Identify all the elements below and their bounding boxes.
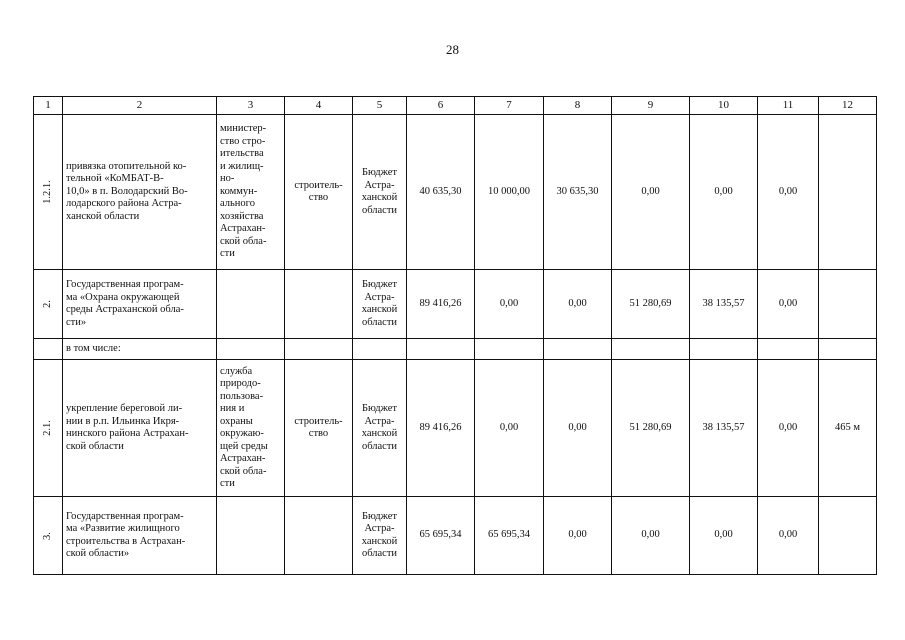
header-cell-10: 10 (690, 97, 758, 115)
value-cell-6: 65 695,34 (407, 497, 475, 575)
value-cell-11: 0,00 (758, 115, 819, 270)
table-row (34, 360, 877, 497)
row-number-cell (34, 497, 63, 575)
value-cell-6: 40 635,30 (407, 115, 475, 270)
value-cell-8: 0,00 (544, 360, 612, 497)
value-cell-7: 10 000,00 (475, 115, 544, 270)
value-cell-11: 0,00 (758, 270, 819, 339)
header-cell-8: 8 (544, 97, 612, 115)
row-number: 1.2.1. (41, 180, 53, 204)
empty-cell (612, 339, 690, 360)
executor-cell: служба природо- пользова- ния и охраны окружаю- щей среды Астрахан- ской обла- сти (217, 360, 285, 497)
work-type-cell: строитель- ство (285, 115, 353, 270)
header-cell-1: 1 (34, 97, 63, 115)
empty-cell (758, 339, 819, 360)
value-cell-7: 65 695,34 (475, 497, 544, 575)
header-cell-6: 6 (407, 97, 475, 115)
row-number-cell (34, 115, 63, 270)
value-cell-12: 465 м (819, 360, 877, 497)
value-cell-8: 0,00 (544, 270, 612, 339)
value-cell-9: 0,00 (612, 115, 690, 270)
value-cell-9: 51 280,69 (612, 360, 690, 497)
activity-name-cell: Государственная програм- ма «Охрана окружающей среды Астраханской обла- сти» (63, 270, 217, 339)
value-cell-10: 38 135,57 (690, 360, 758, 497)
header-cell-3: 3 (217, 97, 285, 115)
value-cell-10: 0,00 (690, 115, 758, 270)
value-cell-6: 89 416,26 (407, 270, 475, 339)
work-type-cell: строитель- ство (285, 360, 353, 497)
table-row (34, 339, 877, 360)
value-cell-10: 38 135,57 (690, 270, 758, 339)
funding-source-cell: Бюджет Астра- ханской области (353, 270, 407, 339)
value-cell-12 (819, 497, 877, 575)
empty-cell (217, 339, 285, 360)
value-cell-6: 89 416,26 (407, 360, 475, 497)
executor-cell (217, 497, 285, 575)
value-cell-9: 0,00 (612, 497, 690, 575)
row-number-cell (34, 339, 63, 360)
funding-source-cell: Бюджет Астра- ханской области (353, 497, 407, 575)
empty-cell (819, 339, 877, 360)
row-number-cell (34, 360, 63, 497)
value-cell-8: 0,00 (544, 497, 612, 575)
empty-cell (285, 339, 353, 360)
page-number: 28 (446, 42, 459, 57)
header-cell-7: 7 (475, 97, 544, 115)
value-cell-12 (819, 270, 877, 339)
work-type-cell (285, 270, 353, 339)
header-cell-9: 9 (612, 97, 690, 115)
header-cell-2: 2 (63, 97, 217, 115)
value-cell-10: 0,00 (690, 497, 758, 575)
header-row (34, 97, 877, 115)
budget-table (33, 96, 877, 575)
empty-cell (407, 339, 475, 360)
header-cell-4: 4 (285, 97, 353, 115)
header-cell-12: 12 (819, 97, 877, 115)
table-row (34, 497, 877, 575)
row-number: 2.1. (41, 420, 53, 436)
table-row (34, 270, 877, 339)
table-row (34, 115, 877, 270)
activity-name-cell: привязка отопительной ко- тельной «КоМБАТ-В- 10,0» в п. Володарский Во- лодарского района Астра- ханской области (63, 115, 217, 270)
funding-source-cell: Бюджет Астра- ханской области (353, 115, 407, 270)
activity-name-cell: Государственная програм- ма «Развитие жилищного строительства в Астрахан- ской области» (63, 497, 217, 575)
funding-source-cell: Бюджет Астра- ханской области (353, 360, 407, 497)
header-cell-11: 11 (758, 97, 819, 115)
empty-cell (544, 339, 612, 360)
value-cell-7: 0,00 (475, 270, 544, 339)
value-cell-7: 0,00 (475, 360, 544, 497)
value-cell-11: 0,00 (758, 497, 819, 575)
subsection-label: в том числе: (63, 339, 217, 360)
empty-cell (690, 339, 758, 360)
value-cell-9: 51 280,69 (612, 270, 690, 339)
value-cell-11: 0,00 (758, 360, 819, 497)
value-cell-12 (819, 115, 877, 270)
header-cell-5: 5 (353, 97, 407, 115)
row-number-cell (34, 270, 63, 339)
row-number: 2. (41, 300, 53, 308)
empty-cell (475, 339, 544, 360)
empty-cell (353, 339, 407, 360)
activity-name-cell: укрепление береговой ли- нии в р.п. Ильинка Икря- нинского района Астрахан- ской области (63, 360, 217, 497)
executor-cell: министер- ство стро- ительства и жилищ- но- коммун- ального хозяйства Астрахан- ской обла- сти (217, 115, 285, 270)
row-number: 3. (41, 531, 53, 540)
value-cell-8: 30 635,30 (544, 115, 612, 270)
work-type-cell (285, 497, 353, 575)
executor-cell (217, 270, 285, 339)
